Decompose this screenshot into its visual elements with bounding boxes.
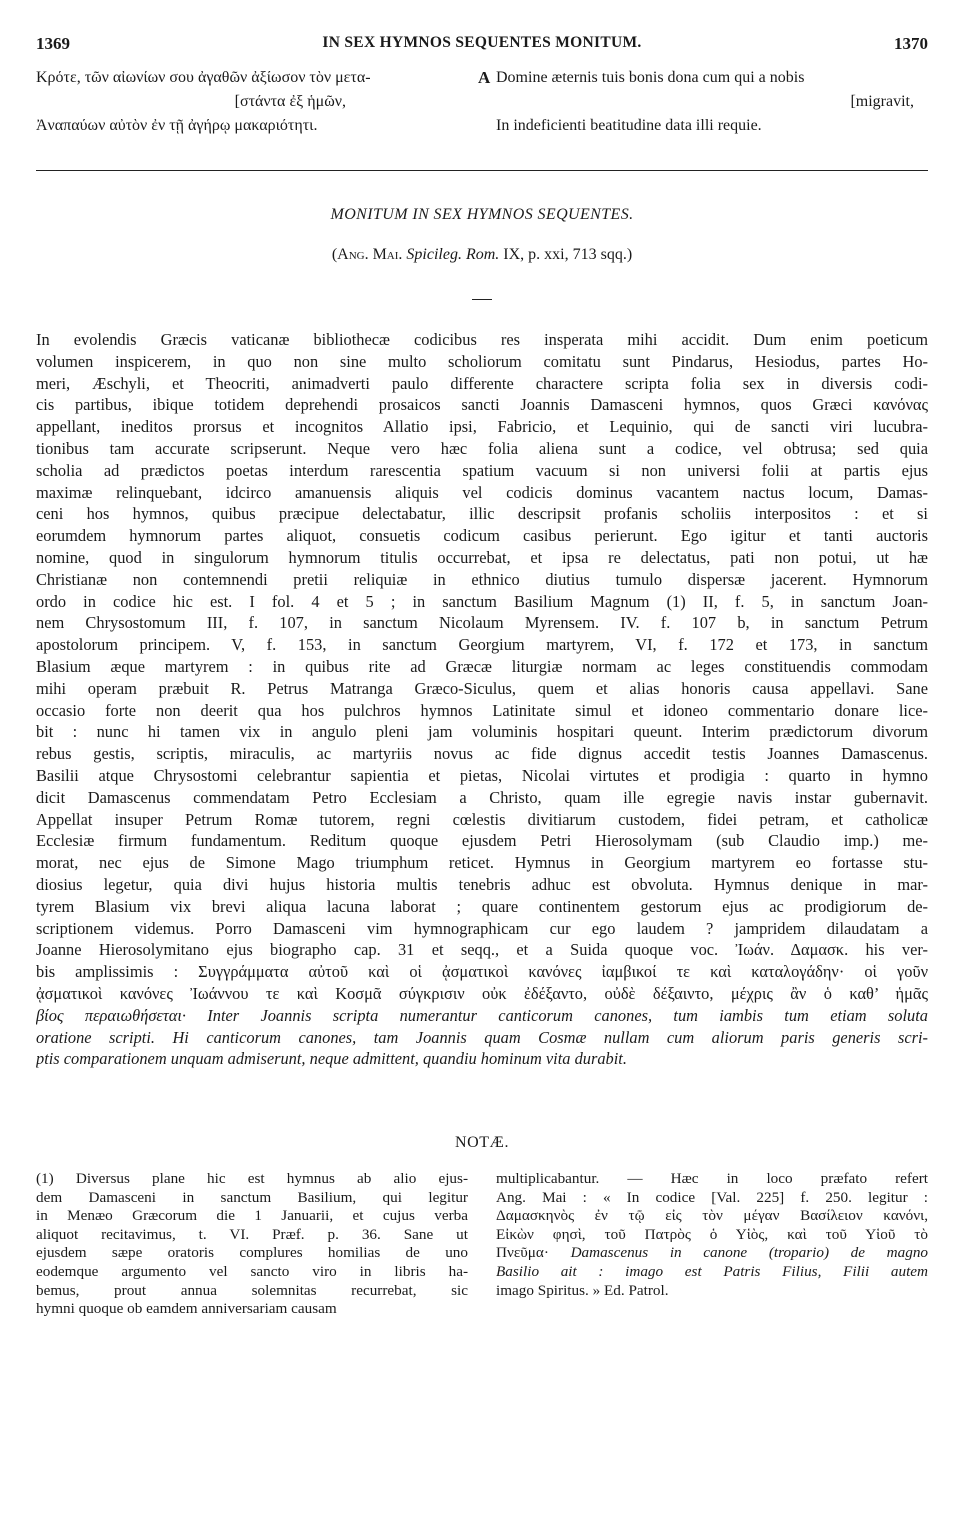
note-line: Basilio ait : imago est Patris Filius, Filii autem: [496, 1262, 928, 1280]
body-line: Appellat insuper Petrum Romæ tutorem, regni cœlestis divitiarum custodem, fidei petram, et catholicæ: [36, 809, 928, 829]
note-line: hymni quoque ob eamdem anniversariam causam: [36, 1300, 337, 1318]
body-line: eorumdem hymnorum partes aliquot, consuetis codicum casibus perierunt. Ego igitur et tanti auctoris: [36, 526, 928, 546]
body-line: appellant, ineditos prorsus et incognitos Allatio ipsi, Fabricio, et Lequinio, qui de sancti viri lucubra-: [36, 417, 928, 437]
body-line: apostolorum principem. V, f. 153, in sanctum Georgium martyrem, VI, f. 172 et 173, in sanctum: [36, 635, 928, 655]
note-line: Εἰκὼν φησὶ, τοῦ Πατρὸς ὁ Υἱὸς, καὶ τοῦ Υἱοῦ τὸ: [496, 1225, 928, 1243]
body-line: rebus gestis, scriptis, miraculis, ac martyriis novus ac fide dignus accedit testis Joannes Damascenus.: [36, 744, 928, 764]
body-line: cis partibus, ibique totidem deprehendi prosaicos sancti Joannis Damasceni hymnos, quos Græci κανόνας: [36, 395, 928, 415]
body-line: ceni hos hymnos, quibus præcipue delectabatur, illic descripsit profanis scholiis interpositos : et si: [36, 504, 928, 524]
note-line: aliquot recitavimus, t. VI. Præf. p. 36. Sane ut: [36, 1225, 468, 1243]
body-line: oratione scripti. Hi canticorum canones, tam Joannis quam Cosmæ nullam cum aliorum paris generis scri-: [36, 1027, 928, 1047]
body-line: tionibus tam accurate scripserunt. Neque vero hæc folia aliena sunt a codice, vel obtrusa; sed quia: [36, 438, 928, 458]
greek-verse: [36, 66, 476, 138]
body-line: maximæ relinquebant, idcirco amanuensis aliquis vel codicis dominus vacantem nactus locum, Damas-: [36, 482, 928, 502]
source-citation: [0, 246, 964, 264]
body-line: scholia ad prædictos poetas interdum rarescentia spatium vacuum si non universi folii at partis ejus: [36, 460, 928, 480]
notes-heading: NOTÆ.: [454, 1134, 510, 1151]
source-work: Spicileg. Rom.: [406, 246, 500, 263]
latin-verse-line: Domine æternis tuis bonis dona cum qui a nobis: [496, 69, 805, 86]
source-open: (: [331, 246, 338, 263]
body-line: tyrem Blasium vix brevi aliqua lacuna laborat ; quare continentem gestorum ejus ac prodigiorum de-: [36, 896, 928, 916]
body-line: dicit Damascenus commendatam Petro Ecclesiam a Christo, quam ille egregie navis instar gubernavit.: [36, 787, 928, 807]
note-line: ejusdem sæpe oratoris complures homilias de uno: [36, 1244, 468, 1262]
greek-verse-line: Κρότε, τῶν αἰωνίων σου ἀγαθῶν ἀξίωσον τὸν μετα-: [36, 69, 371, 86]
note-line: in Menæo Græcorum die 1 Januarii, et cujus verba: [36, 1207, 468, 1225]
section-rule: [36, 170, 928, 171]
note-line: Δαμασκηνὸς ἐν τῷ εἰς τὸν μέγαν Βασίλειον κανόνι,: [496, 1207, 928, 1225]
note-line: (1) Diversus plane hic est hymnus ab alio ejus-: [36, 1170, 468, 1187]
source-author: Ang. Mai.: [337, 246, 403, 263]
body-line: nomine, quod in singulorum hymnorum titulis occurrebat, et ipsa re delectatus, pati non potui, ut hæ: [36, 547, 928, 567]
note-line: Πνεῦμα· Damascenus in canone (tropario) de magno: [496, 1244, 928, 1262]
body-line: ᾀσματικοὶ κανόνες Ἰωάννου τε καὶ Κοσμᾶ σύγκρισιν οὐκ ἐδέξαντο, οὐδὲ δέξαιντο, μέχρις ἂν ὁ καθ’ ἡμᾶς: [36, 983, 928, 1003]
greek-verse-line: [στάντα ἐξ ἡμῶν,: [234, 93, 346, 110]
note-line: eodemque argumento vel sancto viro in libris ha-: [36, 1262, 468, 1280]
body-line: bit : nunc hi tamen vix in angulo pleni jam voluminis hospitari queunt. Interim prædictorum divorum: [36, 722, 928, 742]
body-line: Joanne Hierosolymitano ejus biographo cap. 31 et seqq., et a Suida quoque voc. Ἰωάν. Δαμασκ. his ver-: [36, 940, 928, 960]
source-rest: IX, p. xxi, 713 sqq.): [503, 246, 633, 263]
body-line: morat, nec ejus de Simone Mago triumphum reticet. Hymnus in Georgium martyrem eo fortasse stu-: [36, 853, 928, 873]
section-title: MONITUM IN SEX HYMNOS SEQUENTES.: [330, 206, 634, 223]
note-line: imago Spiritus. » Ed. Patrol.: [496, 1281, 669, 1299]
body-line: nem Chrysostomum III, f. 107, in sanctum Nicolaum Myrensem. IV. f. 107 b, in sanctum Petrum: [36, 613, 928, 633]
greek-verse-line: Ἀναπαύων αὐτὸν ἐν τῇ ἀγήρῳ μακαριότητι.: [36, 117, 318, 134]
note-line: dem Damasceni in sanctum Basilium, qui legitur: [36, 1188, 468, 1206]
body-line: diosius legetur, quia divi hujus historia multis tenebris adhuc est obvoluta. Hymnus denique in mar-: [36, 874, 928, 894]
note-line: Ang. Mai : « In codice [Val. 225] f. 250. legitur :: [496, 1188, 928, 1206]
note-line: bemus, prout annua solemnitas recurrebat, sic: [36, 1281, 468, 1299]
body-line: ordo in codice hic est. I fol. 4 et 5 ; in sanctum Basilium Magnum (1) II, f. 5, in sanctum Joan-: [36, 591, 928, 611]
body-line: Christianæ non contemnendi pretii reliquiæ in ethnico diutius tumulo dispersæ jacerent. Hymnorum: [36, 569, 928, 589]
note-right-column: [496, 1170, 928, 1300]
latin-verse-line: In indeficienti beatitudine data illi requie.: [496, 117, 762, 134]
body-line: Basilii atque Chrysostomi celebrantur sapientia et pietas, Nicolai virtutes et prodigia : quarto in hymno: [36, 765, 928, 785]
main-text: [36, 329, 928, 1070]
running-title: IN SEX HYMNOS SEQUENTES MONITUM.: [322, 34, 642, 51]
body-line: In evolendis Græcis vaticanæ bibliothecæ codicibus res insperata mihi accidit. Dum enim poeticum: [36, 330, 928, 349]
body-line: Ecclesiæ firmum fundamentum. Reditum quoque ejusdem Petri Hierosolymam (sub Claudio imp.) me-: [36, 831, 928, 851]
body-line: βίος περαιωθήσεται· Inter Joannis scripta numerantur canticorum canones, tum iambis tum etiam soluta: [36, 1005, 928, 1025]
page-number-right: 1370: [894, 34, 928, 53]
body-line: occasio forte non deerit qua hos pulchros hymnos Latinitate simul et idoneo commentario donare lice-: [36, 700, 928, 720]
body-line: volumen inspicerem, in quo non sine multo scholiorum comitatu sunt Pindarus, Hesiodus, partes Ho-: [36, 351, 928, 371]
body-line: meri, Æschyli, et Theocriti, animadverti paulo differente charactere scripta folia sex in diversis codi-: [36, 373, 928, 393]
body-line: ptis comparationem unquam admiserunt, neque admittent, quandiu hominum vita durabit.: [36, 1049, 627, 1069]
running-header: [36, 34, 928, 58]
body-line: scriptionem videmus. Porro Damasceni vim hymnographicam cur ego laudem ? jampridem dilaudatam a: [36, 918, 928, 938]
body-line: Blasium æque martyrem : in quibus rite ad Græcæ liturgiæ normam ac leges constituendis commodam: [36, 656, 928, 676]
separator-dash: [472, 299, 492, 300]
latin-verse: [478, 66, 928, 138]
page-number-left: 1369: [36, 34, 70, 53]
column-marker: A: [478, 68, 491, 87]
body-line: bis amplissimis : Συγγράμματα αὐτοῦ καὶ οἱ ᾀσματικοὶ κανόνες ἰαμβικοί τε καὶ καταλογάδην· οἱ γοῦν: [36, 962, 928, 982]
note-left-column: [36, 1170, 468, 1319]
body-line: mihi operam præbuit R. Petrus Matranga Græco-Siculus, quem et alias honoris causa appellavi. Sane: [36, 678, 928, 698]
note-line: multiplicabantur. — Hæc in loco præfato refert: [496, 1170, 928, 1187]
latin-verse-line: [migravit,: [850, 93, 914, 110]
